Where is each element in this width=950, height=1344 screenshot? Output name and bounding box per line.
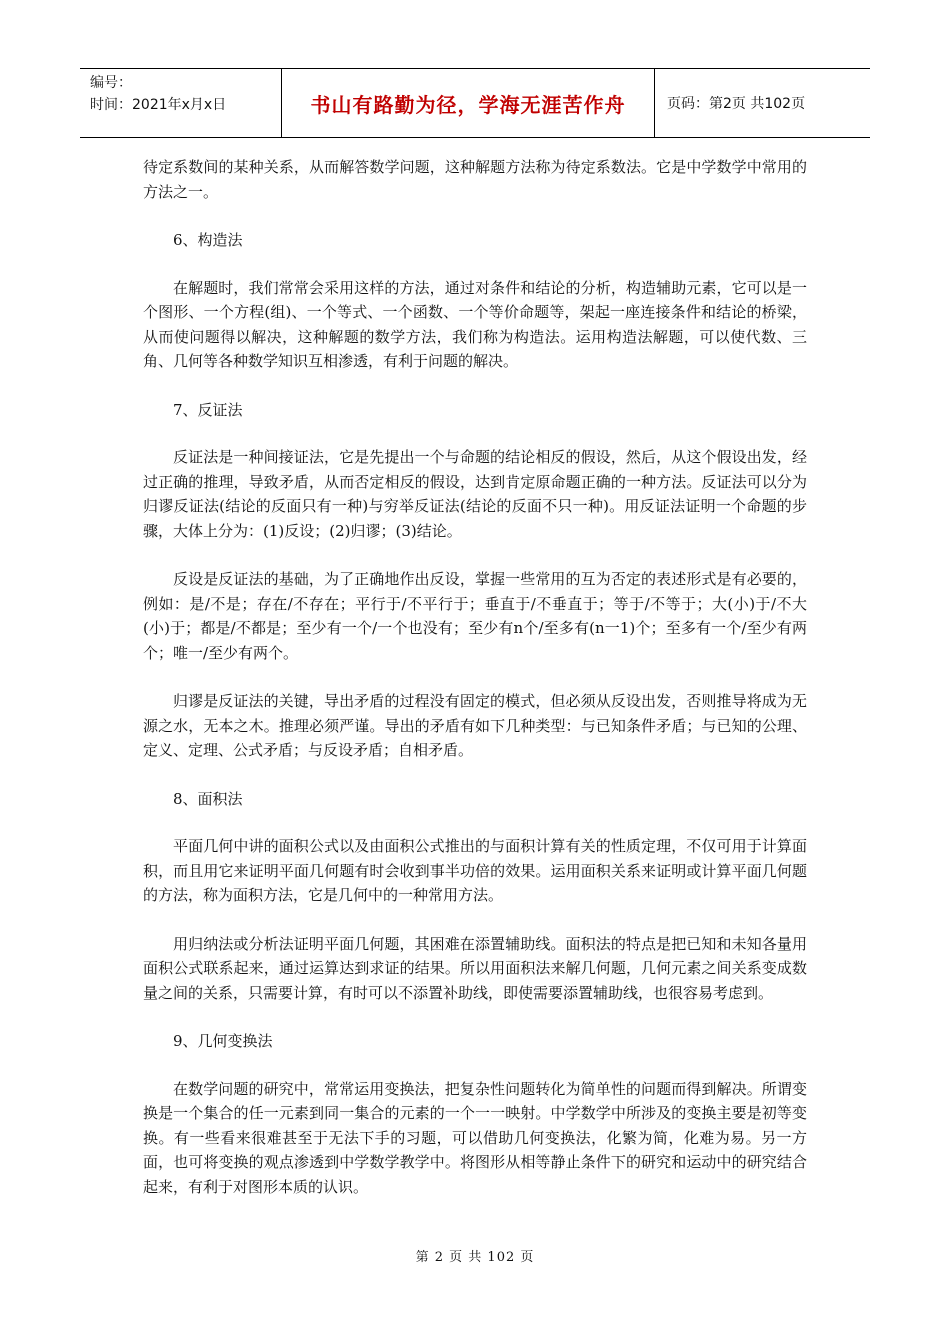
section-heading: 9、几何变换法 [173,1032,273,1050]
document-header [80,68,870,138]
header-motto: 书山有路勤为径，学海无涯苦作舟 [282,69,655,137]
paragraph: 用归纳法或分析法证明平面几何题，其困难在添置辅助线。面积法的特点是把已知和未知各量用面积公式联系起来，通过运算达到求证的结果。所以用面积法来解几何题，几何元素之间关系变成数量之间的关系，只需要计算，有时可以不添置补助线，即使需要添置辅助线，也很容易考虑到。 [143,934,807,1002]
section-heading: 8、面积法 [173,789,243,808]
header-page-info: 页码：第2页 共102页 [667,96,806,112]
header-meta [80,69,282,137]
paragraph: 反证法是一种间接证法，它是先提出一个与命题的结论相反的假设，然后，从这个假设出发，经过正确的推理，导致矛盾，从而否定相反的假设，达到肯定原命题正确的一种方法。反证法可以分为归谬反证法(结论的反面只有一种)与穷举反证法(结论的反面不只一种)。用反证法证明一个命题的步骤，大体上分为：(1)反设；(2)归谬；(3)结论。 [143,448,807,540]
paragraph: 归谬是反证法的关键，导出矛盾的过程没有固定的模式，但必须从反设出发，否则推导将成为无源之水，无本之木。推理必须严谨。导出的矛盾有如下几种类型：与已知条件矛盾；与已知的公理、定义、定理、公式矛盾；与反设矛盾；自相矛盾。 [143,692,807,759]
number-label: 编号： [90,75,132,91]
page-footer: 第 2 页 共 102 页 [415,1250,535,1265]
document-body [143,155,807,1223]
paragraph: 待定系数间的某种关系，从而解答数学问题，这种解题方法称为待定系数法。它是中学数学中常用的方法之一。 [143,158,807,201]
paragraph: 反设是反证法的基础，为了正确地作出反设，掌握一些常用的互为否定的表述形式是有必要的，例如：是/不是；存在/不存在；平行于/不平行于；垂直于/不垂直于；等于/不等于；大(小)于/不大(小)于；都是/不都是；至少有一个/一个也没有；至少有n个/至多有(n一1)个；至多有一个/至少有两个；唯一/至少有两个。 [143,570,807,662]
paragraph: 在数学问题的研究中，常常运用变换法，把复杂性问题转化为简单性的问题而得到解决。所谓变换是一个集合的任一元素到同一集合的元素的一个一一映射。中学数学中所涉及的变换主要是初等变换。有一些看来很难甚至于无法下手的习题，可以借助几何变换法，化繁为简，化难为易。另一方面，也可将变换的观点渗透到中学数学教学中。将图形从相等静止条件下的研究和运动中的研究结合起来，有利于对图形本质的认识。 [143,1079,807,1196]
section-heading: 7、反证法 [173,400,243,419]
paragraph: 在解题时，我们常常会采用这样的方法，通过对条件和结论的分析，构造辅助元素，它可以是一个图形、一个方程(组)、一个等式、一个函数、一个等价命题等，架起一座连接条件和结论的桥梁，从而使问题得以解决，这种解题的数学方法，我们称为构造法。运用构造法解题，可以使代数、三角、几何等各种数学知识互相渗透，有利于问题的解决。 [143,278,807,370]
time-label: 时间：2021年x月x日 [90,97,227,113]
section-heading: 6、构造法 [173,231,243,249]
paragraph: 平面几何中讲的面积公式以及由面积公式推出的与面积计算有关的性质定理，不仅可用于计算面积，而且用它来证明平面几何题有时会收到事半功倍的效果。运用面积关系来证明或计算平面几何题的方法，称为面积方法，它是几何中的一种常用方法。 [143,837,807,904]
